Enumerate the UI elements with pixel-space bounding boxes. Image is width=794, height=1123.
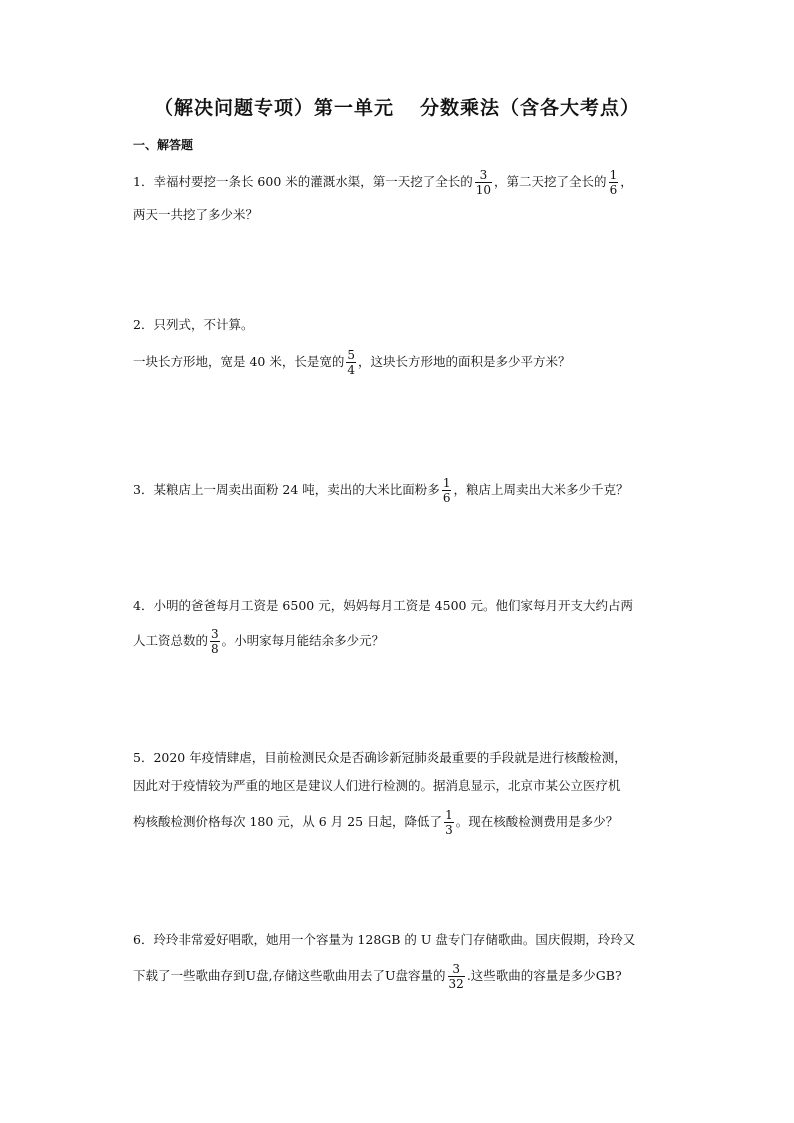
fraction: [448, 962, 465, 991]
fraction: [210, 627, 220, 656]
question-3-text: ，粮店上周卖出大米多少千克？: [453, 482, 629, 497]
fraction: [609, 168, 619, 197]
question-4-text: 。小明家每月能结余多少元？: [221, 633, 385, 648]
fraction-numerator: 1: [609, 168, 618, 182]
question-1-text: ，: [620, 174, 633, 189]
page-title: [0, 93, 794, 120]
question-6-text: .这些歌曲的容量是多少GB?: [466, 968, 622, 983]
fraction: [444, 808, 454, 837]
fraction-denominator: 10: [475, 183, 492, 197]
fraction: [346, 348, 356, 377]
question-5-text: 。现在核酸检测费用是多少？: [455, 814, 619, 829]
question-4-line-2: [133, 627, 384, 656]
fraction-denominator: 32: [448, 977, 464, 991]
question-2-line-1: 2．只列式，不计算。: [133, 317, 254, 332]
question-1-line-1: [133, 168, 633, 197]
question-4-line-1: 4．小明的爸爸每月工资是 6500 元，妈妈每月工资是 4500 元。他们家每月开支大约占两: [133, 598, 633, 613]
question-6-line-2: [133, 962, 622, 991]
fraction-denominator: 8: [211, 642, 219, 656]
title-part-1: （解决问题专项）第一单元: [153, 97, 394, 119]
question-1-text: ，第二天挖了全长的: [494, 174, 607, 189]
question-4-text: 人工资总数的: [133, 633, 209, 648]
fraction-numerator: 3: [475, 168, 492, 183]
question-2-text: 一块长方形地，宽是 40 米，长是宽的: [133, 354, 345, 369]
fraction: [442, 476, 452, 505]
question-3-text: 3．某粮店上一周卖出面粉 24 吨，卖出的大米比面粉多: [133, 482, 440, 497]
fraction-denominator: 6: [609, 183, 618, 197]
question-1-line-2: 两天一共挖了多少米？: [133, 207, 259, 222]
fraction-numerator: 3: [448, 962, 465, 977]
question-2-line-2: [133, 348, 571, 377]
question-5-line-2: 因此对于疫情较为严重的地区是建议人们进行检测的。据消息显示，北京市某公立医疗机: [133, 778, 621, 793]
fraction-numerator: 5: [347, 348, 355, 362]
question-2-text: ，这块长方形地的面积是多少平方米？: [358, 354, 571, 369]
fraction-denominator: 4: [347, 363, 355, 377]
fraction-denominator: 6: [442, 491, 451, 505]
fraction-numerator: 3: [211, 627, 219, 641]
question-6-text: 下载了一些歌曲存到U盘,存储这些歌曲用去了U盘容量的: [133, 968, 446, 983]
question-1-text: 1．幸福村要挖一条长 600 米的灌溉水渠，第一天挖了全长的: [133, 174, 473, 189]
section-heading: 一、解答题: [133, 138, 194, 152]
fraction-numerator: 1: [442, 476, 451, 490]
question-5-line-1: 5．2020 年疫情肆虐，目前检测民众是否确诊新冠肺炎最重要的手段就是进行核酸检测，: [133, 750, 627, 765]
question-6-line-1: 6．玲玲非常爱好唱歌，她用一个容量为 128GB 的 U 盘专门存储歌曲。国庆假期，玲玲又: [133, 932, 636, 947]
question-3-line-1: [133, 476, 628, 505]
fraction-numerator: 1: [445, 808, 453, 822]
question-5-text: 构核酸检测价格每次 180 元，从 6 月 25 日起，降低了: [133, 814, 443, 829]
title-part-2: 分数乘法（含各大考点）: [420, 97, 641, 119]
fraction-denominator: 3: [445, 823, 453, 837]
fraction: [475, 168, 492, 197]
question-5-line-3: [133, 808, 618, 837]
